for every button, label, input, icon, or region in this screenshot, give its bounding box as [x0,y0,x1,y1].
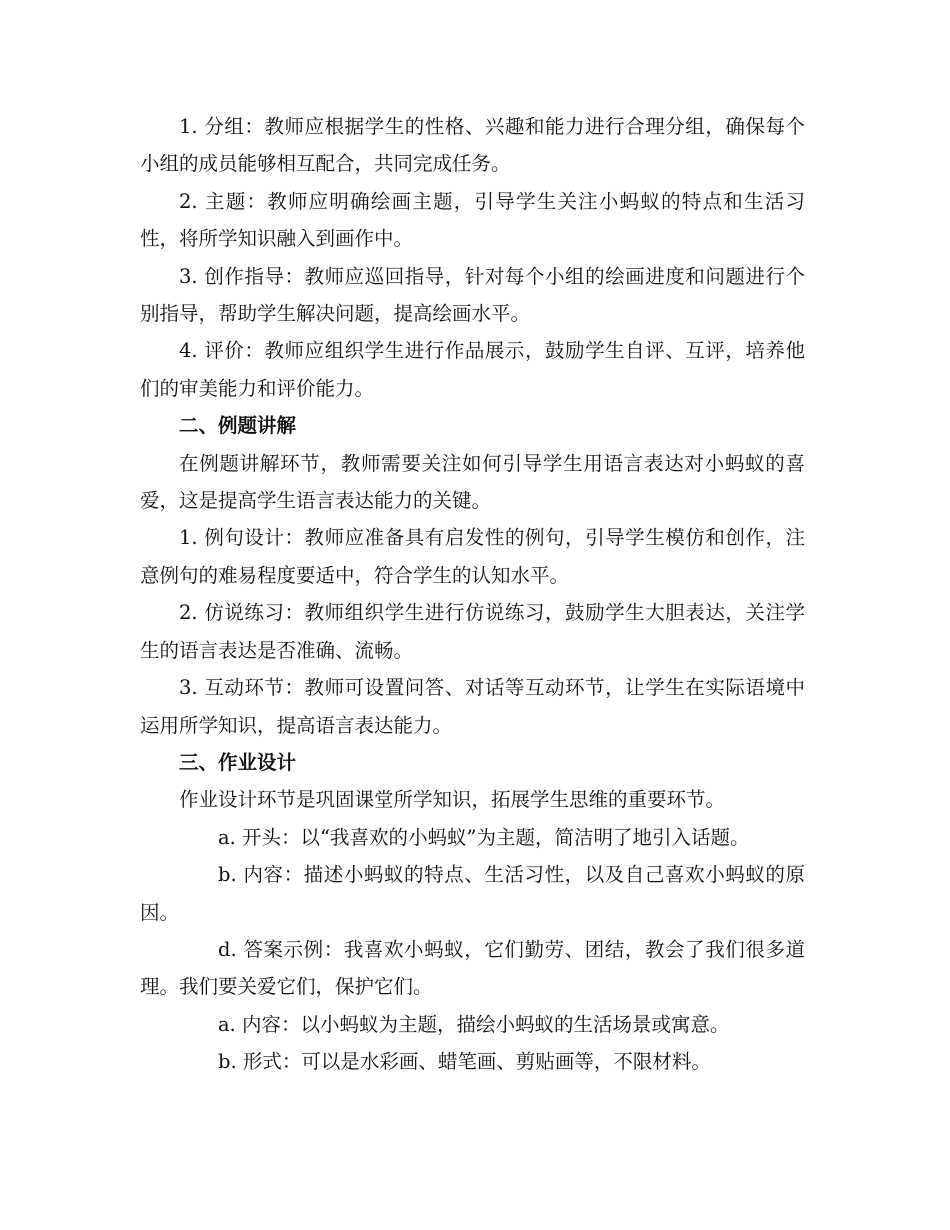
paragraph-interaction: 3. 互动环节：教师可设置问答、对话等互动环节，让学生在实际语境中运用所学知识，提高语言表达能力。 [140,676,805,737]
list-item-drawing-content: a. 内容：以小蚂蚁为主题，描绘小蚂蚁的生活场景或寓意。 [218,1012,730,1036]
paragraph-grouping: 1. 分组：教师应根据学生的性格、兴趣和能力进行合理分组，确保每个小组的成员能够相互配合，共同完成任务。 [140,115,805,176]
paragraph-imitation-practice: 2. 仿说练习：教师组织学生进行仿说练习，鼓励学生大胆表达，关注学生的语言表达是否准确、流畅。 [140,601,805,662]
document-body [140,108,805,1081]
paragraph-homework-intro: 作业设计环节是巩固课堂所学知识，拓展学生思维的重要环节。 [179,788,726,812]
paragraph-creation-guidance: 3. 创作指导：教师应巡回指导，针对每个小组的绘画进度和问题进行个别指导，帮助学生解决问题，提高绘画水平。 [140,264,805,326]
list-item-drawing-form: b. 形式：可以是水彩画、蜡笔画、剪贴画等，不限材料。 [218,1050,711,1074]
section-heading-homework-design: 三、作业设计 [179,750,297,774]
paragraph-example-sentence-design: 1. 例句设计：教师应准备具有启发性的例句，引导学生模仿和创作，注意例句的难易程度要适中，符合学生的认知水平。 [140,526,805,587]
list-item-opening: a. 开头：以“我喜欢的小蚂蚁”为主题，简洁明了地引入话题。 [218,825,750,849]
section-heading-example-explanation: 二、例题讲解 [179,414,297,438]
list-item-content: b. 内容：描述小蚂蚁的特点、生活习性，以及自己喜欢小蚂蚁的原因。 [140,863,805,924]
paragraph-evaluation: 4. 评价：教师应组织学生进行作品展示，鼓励学生自评、互评，培养他们的审美能力和评价能力。 [140,339,805,400]
paragraph-theme: 2. 主题：教师应明确绘画主题，引导学生关注小蚂蚁的特点和生活习性，将所学知识融入到画作中。 [140,189,805,251]
list-item-answer-example: d. 答案示例：我喜欢小蚂蚁，它们勤劳、团结，教会了我们很多道理。我们要关爱它们，保护它们。 [140,937,805,999]
paragraph-example-intro: 在例题讲解环节，教师需要关注如何引导学生用语言表达对小蚂蚁的喜爱，这是提高学生语言表达能力的关键。 [140,451,805,513]
